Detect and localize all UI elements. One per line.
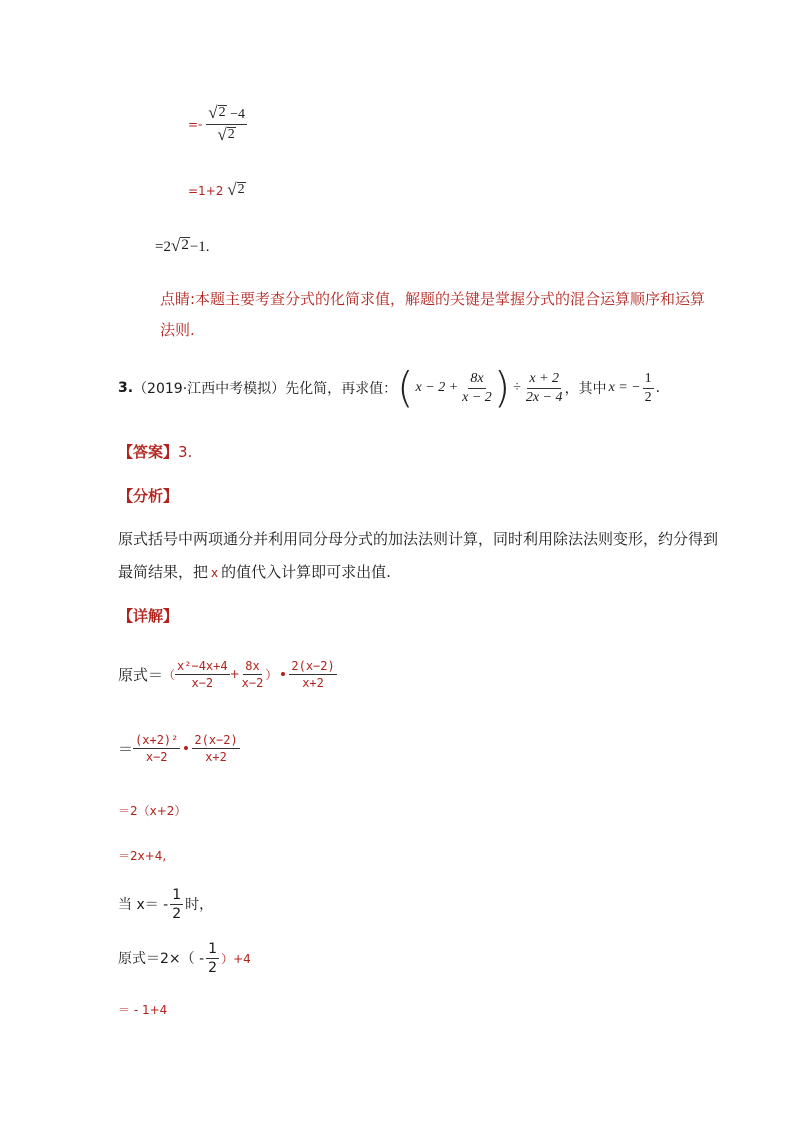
equals-sign: ＝ <box>118 739 134 758</box>
problem-statement <box>118 363 661 412</box>
sqrt-symbol: √ 2 <box>170 236 189 255</box>
sqrt-symbol: √ 2 <box>217 125 235 144</box>
step-1-fraction <box>206 104 247 145</box>
step-3-tail: −1. <box>189 239 210 255</box>
detail-label: 【详解】 <box>118 607 179 625</box>
step-3-prefix: =2 <box>155 239 171 255</box>
problem-x-value: $\frac{1}{2}$ <box>644 370 652 405</box>
detail-line-4: ＝2x+4, <box>118 849 167 863</box>
problem-end: . <box>655 380 661 396</box>
problem-term-a: x − 2 + <box>415 380 459 395</box>
detail-l1-fraction-2: $\frac{8x}{x-2}$ <box>241 658 264 690</box>
problem-fraction-2: $\frac{x + 2}{2x - 4}$ <box>525 370 563 405</box>
step-1-numerator: √ 2 −4 <box>206 104 247 125</box>
multiply-dot-icon <box>281 672 285 676</box>
problem-where: ，其中 <box>564 381 607 397</box>
divide-sign: ÷ <box>513 380 521 395</box>
problem-source: （2019·江西中考模拟）先化简，再求值： <box>133 381 398 397</box>
analysis-line-2: 最简结果，把 x 的值代入计算即可求出值. <box>118 563 391 581</box>
step-1-prefix: =- <box>188 117 203 132</box>
sub-label: 原式＝ <box>118 951 160 967</box>
problem-x-eq: x = − <box>608 380 641 395</box>
answer-value: 3. <box>178 443 193 461</box>
sub-a: 2×（ - <box>160 951 205 967</box>
detail-l2-fraction-1: $\frac{\text{(x+2)²}}{x-2}$ <box>135 732 179 764</box>
step-1 <box>188 104 247 145</box>
variable-x: x <box>211 566 219 580</box>
plus-sign: + <box>229 667 240 681</box>
close-paren: ） <box>265 667 278 682</box>
sub-fraction: $\frac{1}{2}$ <box>208 940 218 976</box>
detail-l1-fraction-1: $\frac{\text{x²−4x+4}}{x-2}$ <box>177 658 228 690</box>
analysis-label: 【分析】 <box>118 487 179 505</box>
when-prefix: 当 x＝ - <box>118 897 169 913</box>
detail-line-1 <box>118 652 337 696</box>
answer-label: 【答案】 <box>118 443 179 461</box>
when-fraction: $\frac{1}{2}$ <box>172 886 182 922</box>
step-2 <box>188 181 246 198</box>
comment-line-2: 法则. <box>160 321 195 339</box>
detail-when <box>118 884 213 924</box>
orig-label: 原式＝ <box>118 665 164 684</box>
detail-line-3: ＝2（x+2） <box>118 804 187 818</box>
detail-line-2 <box>118 726 240 770</box>
sqrt-symbol: √ 2 <box>208 103 226 122</box>
step-1-denominator <box>215 125 237 145</box>
multiply-dot-icon <box>184 746 188 750</box>
sqrt-symbol: √ 2 <box>227 180 245 199</box>
comment-line-1: 点睛:本题主要考查分式的化简求值，解题的关键是掌握分式的混合运算顺序和运算 <box>160 290 706 308</box>
detail-last-line: ＝ - 1+4 <box>118 1003 168 1017</box>
open-paren: （ <box>163 667 176 682</box>
detail-substitution <box>118 938 251 978</box>
sub-b: ）+4 <box>221 951 251 966</box>
problem-number: 3. <box>118 380 134 396</box>
left-paren: ( <box>397 363 414 412</box>
step-2-prefix: =1+2 <box>188 184 224 198</box>
detail-l1-fraction-3: $\frac{2(x-2)}{x+2}$ <box>291 658 335 690</box>
step-3 <box>155 237 210 256</box>
when-suffix: 时， <box>185 897 214 913</box>
problem-fraction-1: $\frac{8x}{x - 2}$ <box>462 370 492 405</box>
analysis-line-1: 原式括号中两项通分并利用同分母分式的加法法则计算，同时利用除法法则变形，约分得到 <box>118 530 719 548</box>
answer <box>118 441 192 462</box>
detail-l2-fraction-2: $\frac{2(x-2)}{x+2}$ <box>194 732 238 764</box>
right-paren: ) <box>493 363 511 412</box>
